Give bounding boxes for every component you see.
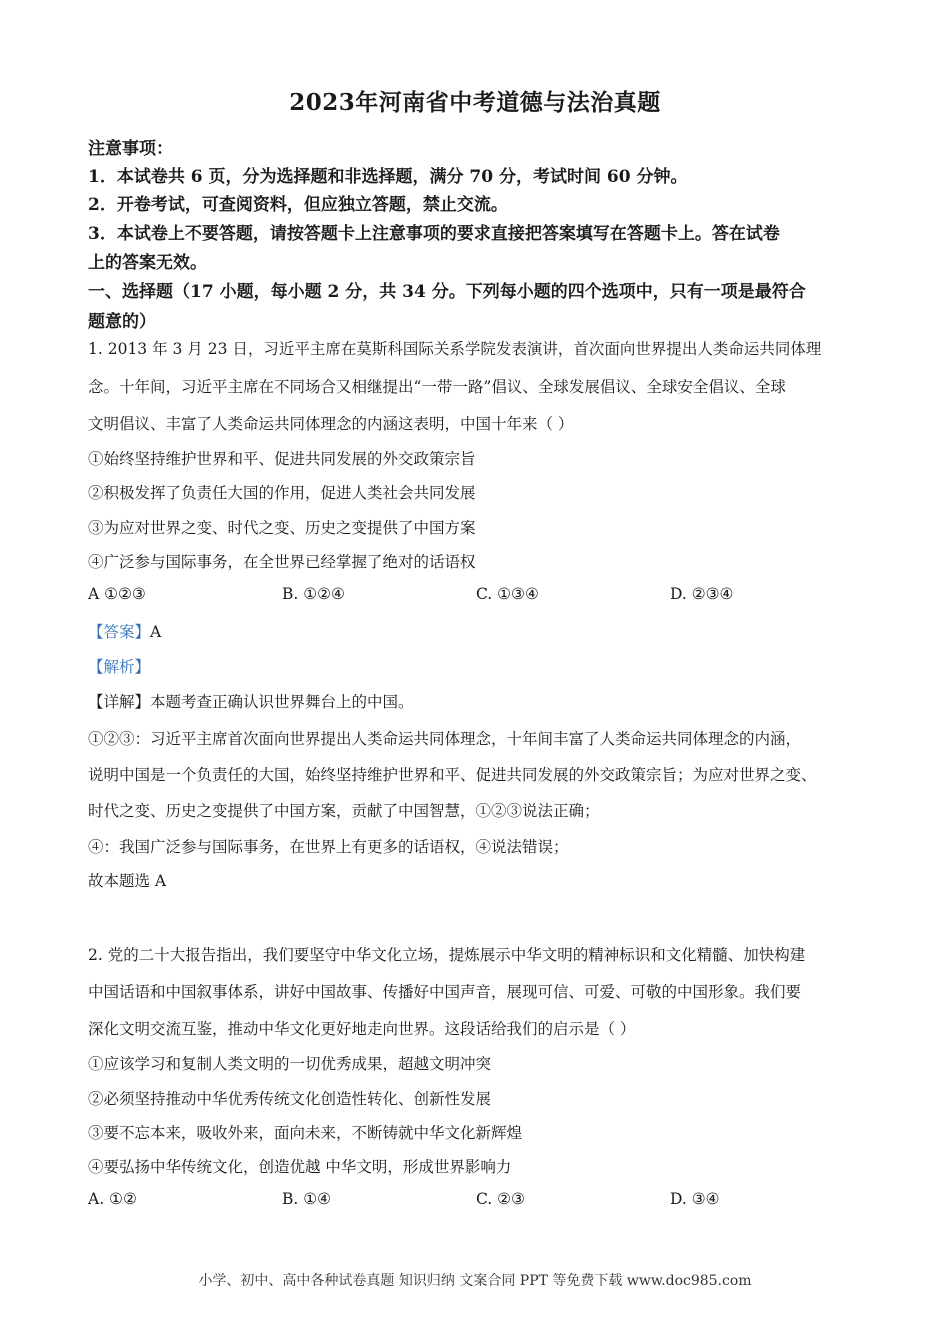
- q1-explanation-line: ④：我国广泛参与国际事务，在世界上有更多的话语权，④说法错误；: [88, 838, 569, 856]
- q1-stem-line: 1. 2013 年 3 月 23 日，习近平主席在莫斯科国际关系学院发表演讲，首次面向世界提出人类命运共同体理: [88, 340, 822, 358]
- notice-item: 1．本试卷共 6 页，分为选择题和非选择题，满分 70 分，考试时间 60 分钟。: [88, 167, 688, 187]
- q2-option-c: C. ②③: [476, 1190, 525, 1208]
- answer-tag: 【答案】: [88, 623, 151, 641]
- q1-explanation-line: ①②③：习近平主席首次面向世界提出人类命运共同体理念，十年间丰富了人类命运共同体理念的内涵，: [88, 730, 802, 748]
- q1-stem-line: 文明倡议、丰富了人类命运共同体理念的内涵这表明，中国十年来（ ）: [88, 415, 574, 433]
- q2-statement: ①应该学习和复制人类文明的一切优秀成果，超越文明冲突: [88, 1055, 492, 1073]
- q1-explanation-line: 【详解】本题考查正确认识世界舞台上的中国。: [88, 693, 414, 711]
- page-title: 2023年河南省中考道德与法治真题: [289, 89, 661, 116]
- q1-stem-line: 念。十年间，习近平主席在不同场合又相继提出“一带一路”倡议、全球发展倡议、全球安全倡议、全球: [88, 378, 786, 396]
- q2-stem-line: 2. 党的二十大报告指出，我们要坚守中华文化立场，提炼展示中华文明的精神标识和文化精髓、加快构建: [88, 946, 806, 964]
- q1-statement: ③为应对世界之变、时代之变、历史之变提供了中国方案: [88, 519, 476, 537]
- section-heading: 一、选择题（17 小题，每小题 2 分，共 34 分。下列每小题的四个选项中，只有一项是最符合: [88, 282, 806, 302]
- q1-option-d: D. ②③④: [670, 585, 734, 603]
- q1-explanation-line: 说明中国是一个负责任的大国，始终坚持维护世界和平、促进共同发展的外交政策宗旨；为应对世界之变、: [88, 766, 817, 784]
- answer-value: A: [150, 623, 162, 641]
- q1-statement: ①始终坚持维护世界和平、促进共同发展的外交政策宗旨: [88, 450, 476, 468]
- notice-item: 3．本试卷上不要答题，请按答题卡上注意事项的要求直接把答案填写在答题卡上。答在试卷: [88, 224, 780, 244]
- q1-explanation-line: 时代之变、历史之变提供了中国方案，贡献了中国智慧，①②③说法正确；: [88, 802, 600, 820]
- q1-statement: ④广泛参与国际事务，在全世界已经掌握了绝对的话语权: [88, 553, 476, 571]
- q1-explanation-line: 故本题选 A: [88, 872, 167, 890]
- q1-statement: ②积极发挥了负责任大国的作用，促进人类社会共同发展: [88, 484, 476, 502]
- q2-statement: ③要不忘本来，吸收外来，面向未来，不断铸就中华文化新辉煌: [88, 1124, 523, 1142]
- q1-option-c: C. ①③④: [476, 585, 539, 603]
- q1-answer: [88, 620, 878, 642]
- q1-analysis-tag: [88, 655, 878, 677]
- notice-item: 上的答案无效。: [88, 253, 207, 273]
- q2-statement: ④要弘扬中华传统文化，创造优越 中华文明，形成世界影响力: [88, 1158, 512, 1176]
- q2-option-d: D. ③④: [670, 1190, 720, 1208]
- q2-stem-line: 中国话语和中国叙事体系，讲好中国故事、传播好中国声音，展现可信、可爱、可敬的中国形象。我们要: [88, 983, 802, 1001]
- notice-item: 2．开卷考试，可查阅资料，但应独立答题，禁止交流。: [88, 195, 508, 215]
- q2-option-a: A. ①②: [88, 1190, 137, 1208]
- q2-statement: ②必须坚持推动中华优秀传统文化创造性转化、创新性发展: [88, 1090, 492, 1108]
- q1-option-a: A ①②③: [88, 585, 146, 603]
- notice-heading: 注意事项：: [88, 139, 173, 159]
- analysis-tag: 【解析】: [88, 658, 151, 676]
- q2-stem-line: 深化文明交流互鉴，推动中华文化更好地走向世界。这段话给我们的启示是（ ）: [88, 1020, 636, 1038]
- section-heading-cont: 题意的）: [88, 312, 156, 332]
- q2-option-b: B. ①④: [282, 1190, 332, 1208]
- page-footer: 小学、初中、高中各种试卷真题 知识归纳 文案合同 PPT 等免费下载 www.doc985.com: [198, 1273, 752, 1289]
- q1-option-b: B. ①②④: [282, 585, 345, 603]
